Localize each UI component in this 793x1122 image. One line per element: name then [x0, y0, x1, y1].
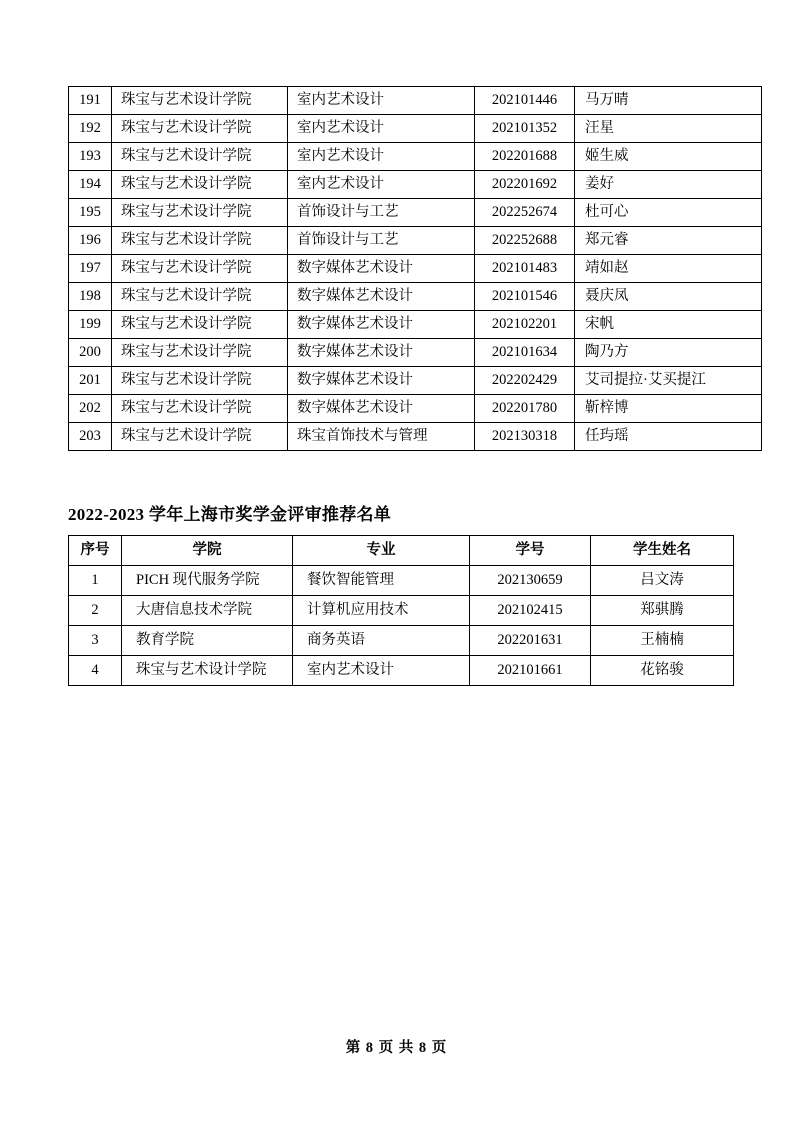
row-college: 珠宝与艺术设计学院 [112, 367, 288, 395]
row-student-name: 艾司提拉·艾买提江 [575, 367, 762, 395]
row-college: 珠宝与艺术设计学院 [112, 143, 288, 171]
row-student-id: 202101634 [475, 339, 575, 367]
scholarship-recommendation-table [68, 535, 734, 686]
row-index: 3 [69, 626, 122, 656]
row-student-id: 202101352 [475, 115, 575, 143]
row-college: 珠宝与艺术设计学院 [112, 255, 288, 283]
table-row [69, 227, 762, 255]
row-student-id: 202201780 [475, 395, 575, 423]
row-major: 数字媒体艺术设计 [288, 395, 475, 423]
table-row [69, 596, 734, 626]
row-student-id: 202252688 [475, 227, 575, 255]
continued-roster-body [69, 87, 762, 451]
row-index: 201 [69, 367, 112, 395]
row-index: 192 [69, 115, 112, 143]
table-row [69, 339, 762, 367]
row-major: 数字媒体艺术设计 [288, 339, 475, 367]
row-major: 室内艺术设计 [288, 87, 475, 115]
table-row [69, 199, 762, 227]
row-index: 191 [69, 87, 112, 115]
header-student-name: 学生姓名 [591, 536, 734, 566]
row-index: 194 [69, 171, 112, 199]
row-student-name: 陶乃方 [575, 339, 762, 367]
row-college: 珠宝与艺术设计学院 [112, 87, 288, 115]
row-major: 数字媒体艺术设计 [288, 367, 475, 395]
row-student-name: 聂庆凤 [575, 283, 762, 311]
row-major: 首饰设计与工艺 [288, 227, 475, 255]
row-index: 195 [69, 199, 112, 227]
row-student-id: 202101546 [475, 283, 575, 311]
table-row [69, 566, 734, 596]
row-index: 200 [69, 339, 112, 367]
section-title: 2022-2023 学年上海市奖学金评审推荐名单 [68, 505, 392, 524]
row-college: 珠宝与艺术设计学院 [112, 395, 288, 423]
row-student-id: 202130318 [475, 423, 575, 451]
table-row [69, 255, 762, 283]
row-student-name: 姜好 [575, 171, 762, 199]
table-row [69, 423, 762, 451]
row-student-name: 姬生威 [575, 143, 762, 171]
scholarship-table-head [69, 536, 734, 566]
page-footer: 第 8 页 共 8 页 [345, 1040, 448, 1056]
table-row [69, 115, 762, 143]
table-row [69, 87, 762, 115]
row-student-name: 靖如赵 [575, 255, 762, 283]
table-row [69, 311, 762, 339]
row-index: 1 [69, 566, 122, 596]
continued-roster-table [68, 86, 762, 451]
row-major: 数字媒体艺术设计 [288, 311, 475, 339]
row-college: 珠宝与艺术设计学院 [122, 656, 293, 686]
row-student-name: 汪星 [575, 115, 762, 143]
row-index: 196 [69, 227, 112, 255]
row-index: 4 [69, 656, 122, 686]
row-major: 室内艺术设计 [288, 143, 475, 171]
row-student-id: 202201631 [470, 626, 591, 656]
header-index: 序号 [69, 536, 122, 566]
row-major: 室内艺术设计 [288, 115, 475, 143]
table-row [69, 626, 734, 656]
row-college: PICH 现代服务学院 [122, 566, 293, 596]
row-major: 数字媒体艺术设计 [288, 283, 475, 311]
header-major: 专业 [293, 536, 470, 566]
row-student-name: 花铭骏 [591, 656, 734, 686]
row-student-name: 王楠楠 [591, 626, 734, 656]
table-header-row [69, 536, 734, 566]
row-student-name: 靳梓博 [575, 395, 762, 423]
row-college: 珠宝与艺术设计学院 [112, 423, 288, 451]
row-major: 首饰设计与工艺 [288, 199, 475, 227]
row-student-name: 任玙瑶 [575, 423, 762, 451]
row-college: 教育学院 [122, 626, 293, 656]
scholarship-table-body [69, 566, 734, 686]
row-major: 室内艺术设计 [288, 171, 475, 199]
row-index: 2 [69, 596, 122, 626]
row-college: 珠宝与艺术设计学院 [112, 227, 288, 255]
row-index: 197 [69, 255, 112, 283]
table-row [69, 171, 762, 199]
row-student-id: 202130659 [470, 566, 591, 596]
row-major: 珠宝首饰技术与管理 [288, 423, 475, 451]
row-major: 室内艺术设计 [293, 656, 470, 686]
table-row [69, 395, 762, 423]
row-student-id: 202101661 [470, 656, 591, 686]
table-row [69, 656, 734, 686]
row-index: 203 [69, 423, 112, 451]
row-index: 202 [69, 395, 112, 423]
table-row [69, 367, 762, 395]
row-student-name: 马万晴 [575, 87, 762, 115]
row-college: 大唐信息技术学院 [122, 596, 293, 626]
row-major: 餐饮智能管理 [293, 566, 470, 596]
row-student-id: 202201688 [475, 143, 575, 171]
row-college: 珠宝与艺术设计学院 [112, 339, 288, 367]
row-student-name: 郑元睿 [575, 227, 762, 255]
row-student-name: 杜可心 [575, 199, 762, 227]
row-index: 193 [69, 143, 112, 171]
row-student-id: 202101483 [475, 255, 575, 283]
row-student-name: 吕文涛 [591, 566, 734, 596]
header-college: 学院 [122, 536, 293, 566]
row-student-id: 202202429 [475, 367, 575, 395]
row-student-id: 202101446 [475, 87, 575, 115]
row-college: 珠宝与艺术设计学院 [112, 171, 288, 199]
row-student-id: 202252674 [475, 199, 575, 227]
row-college: 珠宝与艺术设计学院 [112, 283, 288, 311]
row-student-id: 202201692 [475, 171, 575, 199]
row-major: 数字媒体艺术设计 [288, 255, 475, 283]
row-student-id: 202102201 [475, 311, 575, 339]
row-index: 199 [69, 311, 112, 339]
row-major: 商务英语 [293, 626, 470, 656]
table-row [69, 143, 762, 171]
row-student-name: 郑骐腾 [591, 596, 734, 626]
header-student-id: 学号 [470, 536, 591, 566]
row-index: 198 [69, 283, 112, 311]
row-major: 计算机应用技术 [293, 596, 470, 626]
row-student-id: 202102415 [470, 596, 591, 626]
row-college: 珠宝与艺术设计学院 [112, 311, 288, 339]
row-student-name: 宋帆 [575, 311, 762, 339]
row-college: 珠宝与艺术设计学院 [112, 199, 288, 227]
table-row [69, 283, 762, 311]
row-college: 珠宝与艺术设计学院 [112, 115, 288, 143]
